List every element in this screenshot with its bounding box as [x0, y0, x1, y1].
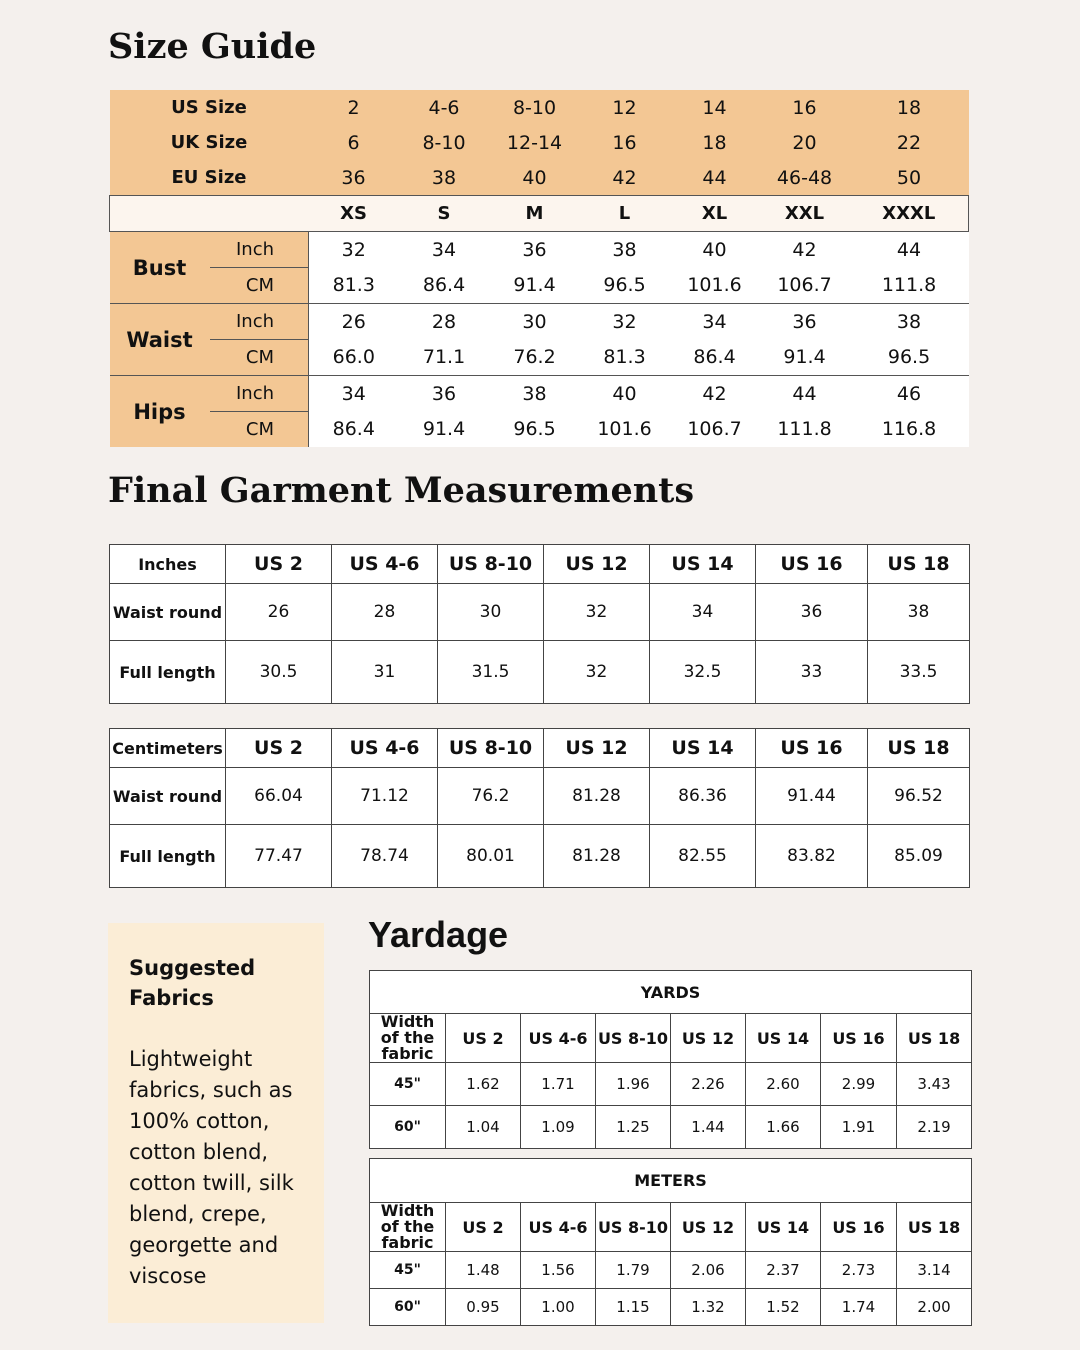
value-cell: 30 — [438, 584, 544, 641]
unit-label-inch: Inch — [210, 232, 309, 268]
value-cell: 30.5 — [226, 641, 332, 704]
measurement-value-cell: 71.1 — [399, 340, 490, 376]
size-value-cell: 14 — [670, 90, 760, 125]
size-header-cell: US 18 — [868, 545, 970, 584]
value-cell: 1.62 — [446, 1063, 521, 1106]
size-header-cell: US 12 — [671, 1203, 746, 1252]
value-cell: 33.5 — [868, 641, 970, 704]
measurement-value-cell: 96.5 — [490, 412, 580, 448]
unit-label: Inches — [110, 545, 226, 584]
value-cell: 77.47 — [226, 825, 332, 888]
value-cell: 1.25 — [596, 1106, 671, 1149]
size-header-cell: US 16 — [821, 1203, 897, 1252]
measurement-value-cell: 81.3 — [580, 340, 670, 376]
garment-row — [110, 641, 970, 704]
yardage-row — [370, 1106, 972, 1149]
size-header-cell: US 2 — [446, 1014, 521, 1063]
measurement-value-cell: 111.8 — [760, 412, 850, 448]
value-cell: 85.09 — [868, 825, 970, 888]
caption-row — [370, 971, 972, 1014]
measurement-value-cell: 28 — [399, 304, 490, 340]
letter-size-cell: XXL — [760, 196, 850, 232]
size-value-cell: 38 — [399, 160, 490, 196]
measurement-value-cell: 76.2 — [490, 340, 580, 376]
garment-header-row — [110, 545, 970, 584]
value-cell: 2.37 — [746, 1252, 821, 1289]
size-header-cell: US 8-10 — [438, 545, 544, 584]
size-header-cell: US 8-10 — [596, 1203, 671, 1252]
measurement-value-cell: 44 — [850, 232, 969, 268]
value-cell: 36 — [756, 584, 868, 641]
value-cell: 32.5 — [650, 641, 756, 704]
size-value-cell: 8-10 — [490, 90, 580, 125]
measurement-value-cell: 106.7 — [760, 268, 850, 304]
size-value-cell: 2 — [309, 90, 399, 125]
value-cell: 3.43 — [897, 1063, 972, 1106]
size-header-cell: US 8-10 — [596, 1014, 671, 1063]
measurement-value-cell: 42 — [760, 232, 850, 268]
measurement-value-cell: 36 — [399, 376, 490, 412]
size-header-cell: US 14 — [650, 545, 756, 584]
measurement-value-cell: 96.5 — [850, 340, 969, 376]
yardage-title: Yardage — [368, 914, 509, 955]
measurement-value-cell: 26 — [309, 304, 399, 340]
size-system-row — [110, 160, 969, 196]
value-cell: 34 — [650, 584, 756, 641]
value-cell: 83.82 — [756, 825, 868, 888]
value-cell: 1.48 — [446, 1252, 521, 1289]
value-cell: 28 — [332, 584, 438, 641]
letter-size-row — [110, 196, 969, 232]
value-cell: 1.56 — [521, 1252, 596, 1289]
value-cell: 91.44 — [756, 768, 868, 825]
size-header-cell: US 12 — [544, 729, 650, 768]
value-cell: 3.14 — [897, 1252, 972, 1289]
size-guide-table — [109, 90, 969, 447]
size-header-cell: US 4-6 — [332, 545, 438, 584]
size-system-label: UK Size — [110, 125, 309, 160]
value-cell: 2.60 — [746, 1063, 821, 1106]
measurement-value-cell: 46 — [850, 376, 969, 412]
measurement-value-cell: 32 — [580, 304, 670, 340]
value-cell: 31.5 — [438, 641, 544, 704]
measurement-inch-row — [110, 232, 969, 268]
size-value-cell: 46-48 — [760, 160, 850, 196]
value-cell: 1.91 — [821, 1106, 897, 1149]
size-header-cell: US 4-6 — [521, 1014, 596, 1063]
unit-label-inch: Inch — [210, 304, 309, 340]
size-header-cell: US 2 — [226, 545, 332, 584]
measurement-value-cell: 30 — [490, 304, 580, 340]
size-header-cell: US 4-6 — [332, 729, 438, 768]
size-value-cell: 36 — [309, 160, 399, 196]
unit-label-cm: CM — [210, 340, 309, 376]
size-header-cell: US 14 — [650, 729, 756, 768]
measurement-value-cell: 36 — [760, 304, 850, 340]
unit-label-inch: Inch — [210, 376, 309, 412]
measurement-value-cell: 66.0 — [309, 340, 399, 376]
garment-header-row — [110, 729, 970, 768]
table-caption: METERS — [370, 1159, 972, 1203]
value-cell: 2.99 — [821, 1063, 897, 1106]
suggested-fabrics-heading: Suggested Fabrics — [129, 956, 256, 1010]
measurement-value-cell: 86.4 — [399, 268, 490, 304]
size-guide-title: Size Guide — [108, 26, 317, 67]
measurement-value-cell: 81.3 — [309, 268, 399, 304]
measurement-value-cell: 86.4 — [670, 340, 760, 376]
measurement-value-cell: 101.6 — [670, 268, 760, 304]
size-value-cell: 12 — [580, 90, 670, 125]
measurement-value-cell: 111.8 — [850, 268, 969, 304]
value-cell: 1.15 — [596, 1289, 671, 1326]
unit-label-cm: CM — [210, 412, 309, 448]
row-label: Waist round — [110, 768, 226, 825]
value-cell: 32 — [544, 584, 650, 641]
measurement-value-cell: 44 — [760, 376, 850, 412]
value-cell: 1.00 — [521, 1289, 596, 1326]
garment-row — [110, 768, 970, 825]
value-cell: 2.19 — [897, 1106, 972, 1149]
letter-size-cell: XL — [670, 196, 760, 232]
yardage-yards-table — [369, 970, 972, 1149]
value-cell: 71.12 — [332, 768, 438, 825]
value-cell: 31 — [332, 641, 438, 704]
value-cell: 2.00 — [897, 1289, 972, 1326]
value-cell: 82.55 — [650, 825, 756, 888]
measurement-value-cell: 34 — [670, 304, 760, 340]
fabric-width-label: 45" — [370, 1063, 446, 1106]
measurement-label: Waist — [110, 304, 210, 376]
value-cell: 2.73 — [821, 1252, 897, 1289]
value-cell: 26 — [226, 584, 332, 641]
row-label: Full length — [110, 641, 226, 704]
letter-size-cell: S — [399, 196, 490, 232]
measurement-inch-row — [110, 304, 969, 340]
size-header-cell: US 16 — [756, 729, 868, 768]
fabric-width-label: 60" — [370, 1289, 446, 1326]
suggested-fabrics-panel — [108, 923, 324, 1323]
measurement-value-cell: 116.8 — [850, 412, 969, 448]
measurement-value-cell: 86.4 — [309, 412, 399, 448]
size-value-cell: 20 — [760, 125, 850, 160]
size-header-cell: US 8-10 — [438, 729, 544, 768]
value-cell: 80.01 — [438, 825, 544, 888]
size-header-cell: US 4-6 — [521, 1203, 596, 1252]
size-value-cell: 18 — [670, 125, 760, 160]
value-cell: 1.71 — [521, 1063, 596, 1106]
measurement-cm-row — [110, 340, 969, 376]
measurement-value-cell: 42 — [670, 376, 760, 412]
size-value-cell: 12-14 — [490, 125, 580, 160]
size-header-cell: US 16 — [821, 1014, 897, 1063]
measurement-inch-row — [110, 376, 969, 412]
value-cell: 1.52 — [746, 1289, 821, 1326]
size-system-row — [110, 90, 969, 125]
value-cell: 78.74 — [332, 825, 438, 888]
width-of-fabric-label: Width of the fabric — [370, 1014, 446, 1063]
measurement-value-cell: 101.6 — [580, 412, 670, 448]
size-header-cell: US 2 — [446, 1203, 521, 1252]
value-cell: 66.04 — [226, 768, 332, 825]
value-cell: 0.95 — [446, 1289, 521, 1326]
table-caption: YARDS — [370, 971, 972, 1014]
size-value-cell: 50 — [850, 160, 969, 196]
yardage-row — [370, 1289, 972, 1326]
yardage-header-row — [370, 1014, 972, 1063]
measurement-value-cell: 34 — [399, 232, 490, 268]
letter-size-cell: XXXL — [850, 196, 969, 232]
value-cell: 96.52 — [868, 768, 970, 825]
value-cell: 86.36 — [650, 768, 756, 825]
measurement-value-cell: 34 — [309, 376, 399, 412]
measurement-value-cell: 40 — [580, 376, 670, 412]
measurement-cm-row — [110, 268, 969, 304]
letter-size-cell: XS — [309, 196, 399, 232]
size-system-label: EU Size — [110, 160, 309, 196]
measurement-value-cell: 36 — [490, 232, 580, 268]
fabric-width-label: 60" — [370, 1106, 446, 1149]
size-value-cell: 16 — [580, 125, 670, 160]
measurement-value-cell: 38 — [580, 232, 670, 268]
measurement-value-cell: 40 — [670, 232, 760, 268]
garment-row — [110, 584, 970, 641]
yardage-row — [370, 1063, 972, 1106]
measurement-value-cell: 106.7 — [670, 412, 760, 448]
yardage-row — [370, 1252, 972, 1289]
garment-measurements-title: Final Garment Measurements — [108, 470, 695, 511]
letter-size-cell: L — [580, 196, 670, 232]
size-system-label: US Size — [110, 90, 309, 125]
value-cell: 1.04 — [446, 1106, 521, 1149]
measurement-value-cell: 38 — [490, 376, 580, 412]
value-cell: 1.79 — [596, 1252, 671, 1289]
size-value-cell: 44 — [670, 160, 760, 196]
value-cell: 1.32 — [671, 1289, 746, 1326]
value-cell: 1.66 — [746, 1106, 821, 1149]
value-cell: 2.26 — [671, 1063, 746, 1106]
value-cell: 76.2 — [438, 768, 544, 825]
garment-inches-table — [109, 544, 970, 704]
garment-row — [110, 825, 970, 888]
unit-label: Centimeters — [110, 729, 226, 768]
measurement-value-cell: 91.4 — [760, 340, 850, 376]
value-cell: 1.09 — [521, 1106, 596, 1149]
measurement-label: Bust — [110, 232, 210, 304]
width-of-fabric-label: Width of the fabric — [370, 1203, 446, 1252]
size-header-cell: US 14 — [746, 1014, 821, 1063]
size-value-cell: 42 — [580, 160, 670, 196]
measurement-value-cell: 38 — [850, 304, 969, 340]
size-value-cell: 40 — [490, 160, 580, 196]
value-cell: 38 — [868, 584, 970, 641]
row-label: Waist round — [110, 584, 226, 641]
letter-size-spacer — [110, 196, 309, 232]
size-system-row — [110, 125, 969, 160]
size-header-cell: US 2 — [226, 729, 332, 768]
measurement-value-cell: 96.5 — [580, 268, 670, 304]
row-label: Full length — [110, 825, 226, 888]
measurement-value-cell: 32 — [309, 232, 399, 268]
letter-size-cell: M — [490, 196, 580, 232]
value-cell: 32 — [544, 641, 650, 704]
size-header-cell: US 12 — [671, 1014, 746, 1063]
value-cell: 2.06 — [671, 1252, 746, 1289]
value-cell: 1.44 — [671, 1106, 746, 1149]
value-cell: 81.28 — [544, 768, 650, 825]
size-value-cell: 22 — [850, 125, 969, 160]
size-header-cell: US 18 — [868, 729, 970, 768]
size-value-cell: 4-6 — [399, 90, 490, 125]
unit-label-cm: CM — [210, 268, 309, 304]
size-header-cell: US 18 — [897, 1203, 972, 1252]
yardage-header-row — [370, 1203, 972, 1252]
size-value-cell: 8-10 — [399, 125, 490, 160]
suggested-fabrics-text: Lightweight fabrics, such as 100% cotton, cotton blend, cotton twill, silk blend, crepe, georgette and viscose — [129, 1047, 294, 1288]
value-cell: 1.96 — [596, 1063, 671, 1106]
value-cell: 81.28 — [544, 825, 650, 888]
caption-row — [370, 1159, 972, 1203]
value-cell: 33 — [756, 641, 868, 704]
yardage-meters-table — [369, 1158, 972, 1326]
size-header-cell: US 12 — [544, 545, 650, 584]
value-cell: 1.74 — [821, 1289, 897, 1326]
measurement-value-cell: 91.4 — [490, 268, 580, 304]
size-value-cell: 18 — [850, 90, 969, 125]
size-value-cell: 16 — [760, 90, 850, 125]
size-value-cell: 6 — [309, 125, 399, 160]
measurement-cm-row — [110, 412, 969, 448]
measurement-label: Hips — [110, 376, 210, 448]
size-header-cell: US 16 — [756, 545, 868, 584]
size-header-cell: US 14 — [746, 1203, 821, 1252]
size-header-cell: US 18 — [897, 1014, 972, 1063]
fabric-width-label: 45" — [370, 1252, 446, 1289]
garment-centimeters-table — [109, 728, 970, 888]
measurement-value-cell: 91.4 — [399, 412, 490, 448]
